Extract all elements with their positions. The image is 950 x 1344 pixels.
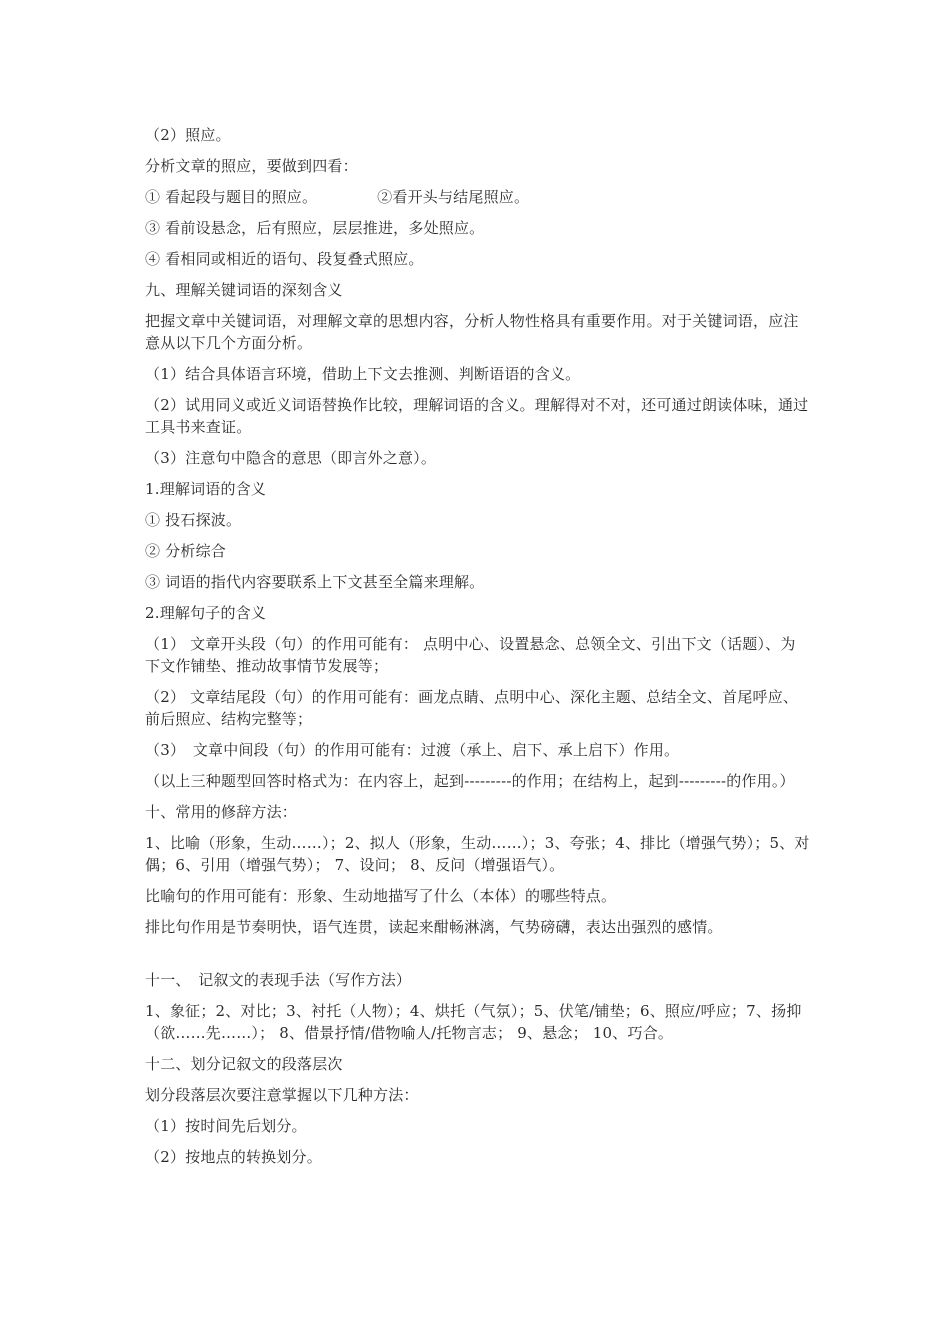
list-item-text: ① 看起段与题目的照应。 [145,188,318,206]
paragraph: 排比句作用是节奏明快，语气连贯，读起来酣畅淋漓，气势磅礴，表达出强烈的感情。 [145,918,723,936]
subheading: 1.理解词语的含义 [145,480,267,498]
list-item: （1）按时间先后划分。 [145,1117,307,1135]
paragraph: 1、比喻（形象，生动……）；2、拟人（形象，生动……）；3、夸张；4、排比（增强气势）；5、对偶；6、引用（增强气势）； 7、设问； 8、反问（增强语气）。 [145,834,810,874]
section-heading-9: 九、理解关键词语的深刻含义 [145,281,343,299]
paragraph: 比喻句的作用可能有：形象、生动地描写了什么（本体）的哪些特点。 [145,887,617,905]
paragraph-note: （以上三种题型回答时格式为：在内容上，起到---------的作用；在结构上，起到---------的作用。） [145,772,795,790]
list-item: ① 投石探波。 [145,511,242,529]
list-item: （1）结合具体语言环境，借助上下文去推测、判断语语的含义。 [145,365,581,383]
list-item: ③ 词语的指代内容要联系上下文甚至全篇来理解。 [145,573,485,591]
paragraph: 划分段落层次要注意掌握以下几种方法： [145,1086,419,1104]
subheading-zhaoying: （2）照应。 [145,126,231,144]
list-item: （1） 文章开头段（句）的作用可能有： 点明中心、设置悬念、总领全文、引出下文（话题）、为下文作铺垫、推动故事情节发展等； [145,635,796,675]
list-item: （2）按地点的转换划分。 [145,1148,322,1166]
list-item: ④ 看相同或相近的语句、段复叠式照应。 [145,250,424,268]
list-item-text: ②看开头与结尾照应。 [377,188,530,206]
list-item [145,186,810,208]
paragraph: 1、象征；2、对比；3、衬托（人物）；4、烘托（气氛）；5、伏笔/铺垫；6、照应/呼应；7、扬抑（欲……先……）； 8、借景抒情/借物喻人/托物言志； 9、悬念； 10、巧合。 [145,1002,802,1042]
list-item: ③ 看前设悬念，后有照应，层层推进，多处照应。 [145,219,485,237]
section-heading-11: 十一、 记叙文的表现手法（写作方法） [145,971,412,989]
list-item: （3） 文章中间段（句）的作用可能有：过渡（承上、启下、承上启下）作用。 [145,741,680,759]
subheading: 2.理解句子的含义 [145,604,267,622]
section-heading-10: 十、常用的修辞方法： [145,803,298,821]
document-page [145,124,810,1177]
list-item: （2） 文章结尾段（句）的作用可能有：画龙点睛、点明中心、深化主题、总结全文、首尾呼应、前后照应、结构完整等； [145,688,799,728]
list-item: ② 分析综合 [145,542,226,560]
list-item: （2）试用同义或近义词语替换作比较，理解词语的含义。理解得对不对，还可通过朗读体味，通过工具书来查证。 [145,396,809,436]
paragraph: 分析文章的照应，要做到四看： [145,157,358,175]
section-heading-12: 十二、划分记叙文的段落层次 [145,1055,343,1073]
list-item: （3）注意句中隐含的意思（即言外之意）。 [145,449,437,467]
paragraph: 把握文章中关键词语，对理解文章的思想内容，分析人物性格具有重要作用。对于关键词语，应注意从以下几个方面分析。 [145,312,799,352]
